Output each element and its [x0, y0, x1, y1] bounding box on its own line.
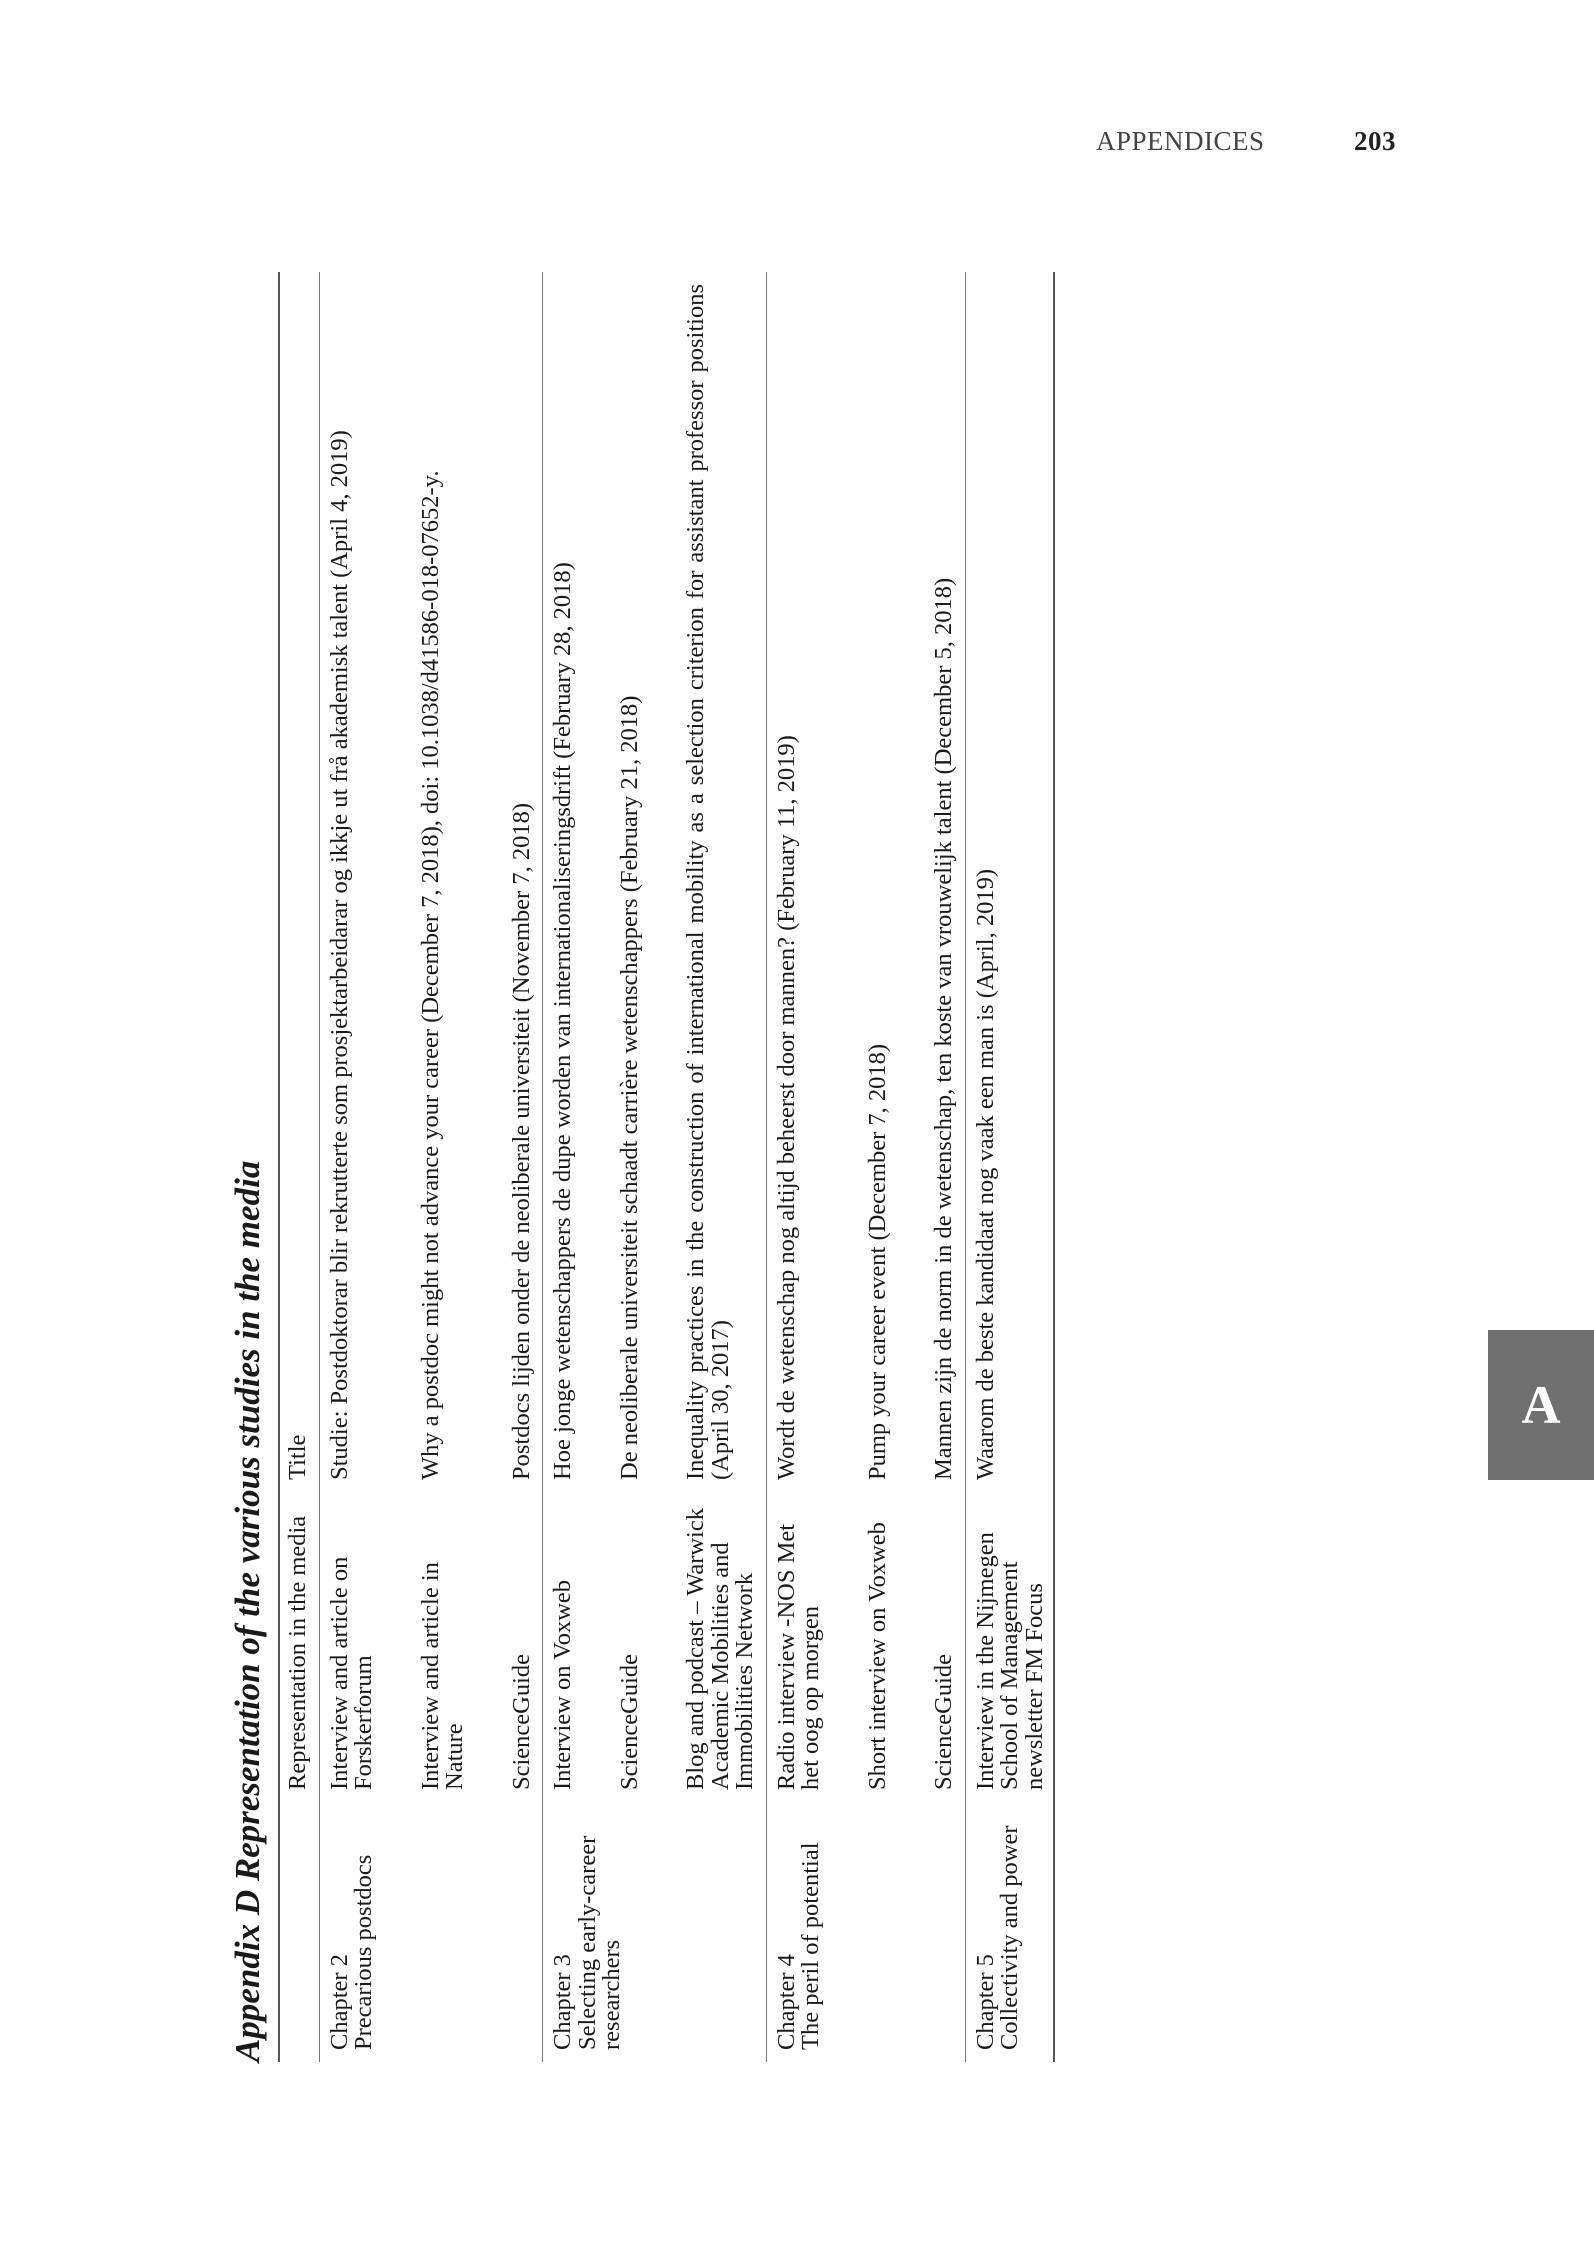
media-representation-table: [278, 272, 1055, 2062]
chapter-number: Chapter 2: [325, 1954, 353, 2050]
representation-cell: Interview on Voxweb: [543, 1492, 610, 1802]
header-representation: Representation in the media: [279, 1492, 319, 1802]
title-cell: Why a postdoc might not advance your career (December 7, 2018), doi: 10.1038/d41586-018-07652-y.: [416, 470, 444, 1480]
chapter-name: Precarious postdocs: [350, 1854, 377, 2050]
table-row: [543, 272, 610, 2062]
title-cell: Postdocs lijden onder de neoliberale universiteit (November 7, 2018): [507, 803, 535, 1480]
appendix-thumb-tab: [1488, 1330, 1594, 1480]
title-cell: Pump your career event (December 7, 2018): [863, 1043, 891, 1480]
representation-cell: Interview and article in Nature: [416, 1562, 468, 1790]
chapter-number: Chapter 5: [971, 1954, 999, 2050]
representation-cell: Blog and podcast – Warwick Academic Mobilities and Immobilities Network: [682, 1508, 758, 1790]
representation-cell: ScienceGuide: [615, 1653, 643, 1790]
representation-cell: Interview and article on Forskerforum: [325, 1556, 377, 1790]
title-cell: De neoliberale universiteit schaadt carrière wetenschappers (February 21, 2018): [615, 695, 643, 1480]
appendix-title: Appendix D Representation of the various studies in the media: [228, 1160, 267, 2062]
table-row: [676, 272, 766, 2062]
header-title: Title: [279, 272, 319, 1492]
chapter-number: Chapter 4: [772, 1954, 800, 2050]
table-row: [858, 272, 925, 2062]
table-row: [610, 272, 677, 2062]
title-cell: Hoe jonge wetenschappers de dupe worden van internationaliseringsdrift (February 28, 2018): [543, 272, 610, 1492]
title-cell: Inequality practices in the construction of international mobility as a selection criterion for assistant professor positions (April 30, 2017): [682, 284, 734, 1480]
chapter-cell: [965, 1802, 1054, 2062]
chapter-name: The peril of potential: [797, 1842, 824, 2050]
representation-cell: Radio interview -NOS Met het oog op morgen: [766, 1492, 858, 1802]
page-number: 203: [1354, 126, 1396, 156]
chapter-number: Chapter 3: [549, 1954, 576, 2050]
table-row: [319, 272, 411, 2062]
running-head-section: APPENDICES: [1096, 126, 1265, 156]
rotated-appendix-table: [222, 272, 1222, 2062]
table-row: [411, 272, 502, 2062]
header-chapter: [279, 1802, 319, 2062]
table-row: [924, 272, 965, 2062]
running-head: [1080, 126, 1410, 166]
chapter-cell: [319, 1802, 543, 2062]
title-cell: Waarom de beste kandidaat nog vaak een man is (April, 2019): [965, 272, 1054, 1492]
title-cell: Mannen zijn de norm in de wetenschap, ten koste van vrouwelijk talent (December 5, 2018): [930, 577, 957, 1480]
chapter-cell: [543, 1802, 767, 2062]
representation-cell: Short interview on Voxweb: [863, 1522, 891, 1790]
thumb-tab-letter: A: [1521, 1375, 1561, 1435]
table-row: [766, 272, 858, 2062]
chapter-name: Collectivity and power: [996, 1825, 1023, 2050]
representation-cell: Interview in the Nijmegen School of Management newsletter FM Focus: [965, 1492, 1054, 1802]
table-row: [502, 272, 543, 2062]
table-header-row: [279, 272, 319, 2062]
representation-cell: ScienceGuide: [507, 1653, 535, 1790]
table-row: [965, 272, 1054, 2062]
title-cell: Wordt de wetenschap nog altijd beheerst door mannen? (February 11, 2019): [766, 272, 858, 1492]
title-cell: Studie: Postdoktorar blir rekrutterte som prosjektarbeidarar og ikkje ut frå akademisk talent (April 4, 2019): [325, 430, 353, 1480]
chapter-cell: [766, 1802, 965, 2062]
representation-cell: ScienceGuide: [930, 1653, 957, 1790]
chapter-name: Selecting early-career researchers: [573, 1835, 625, 2050]
